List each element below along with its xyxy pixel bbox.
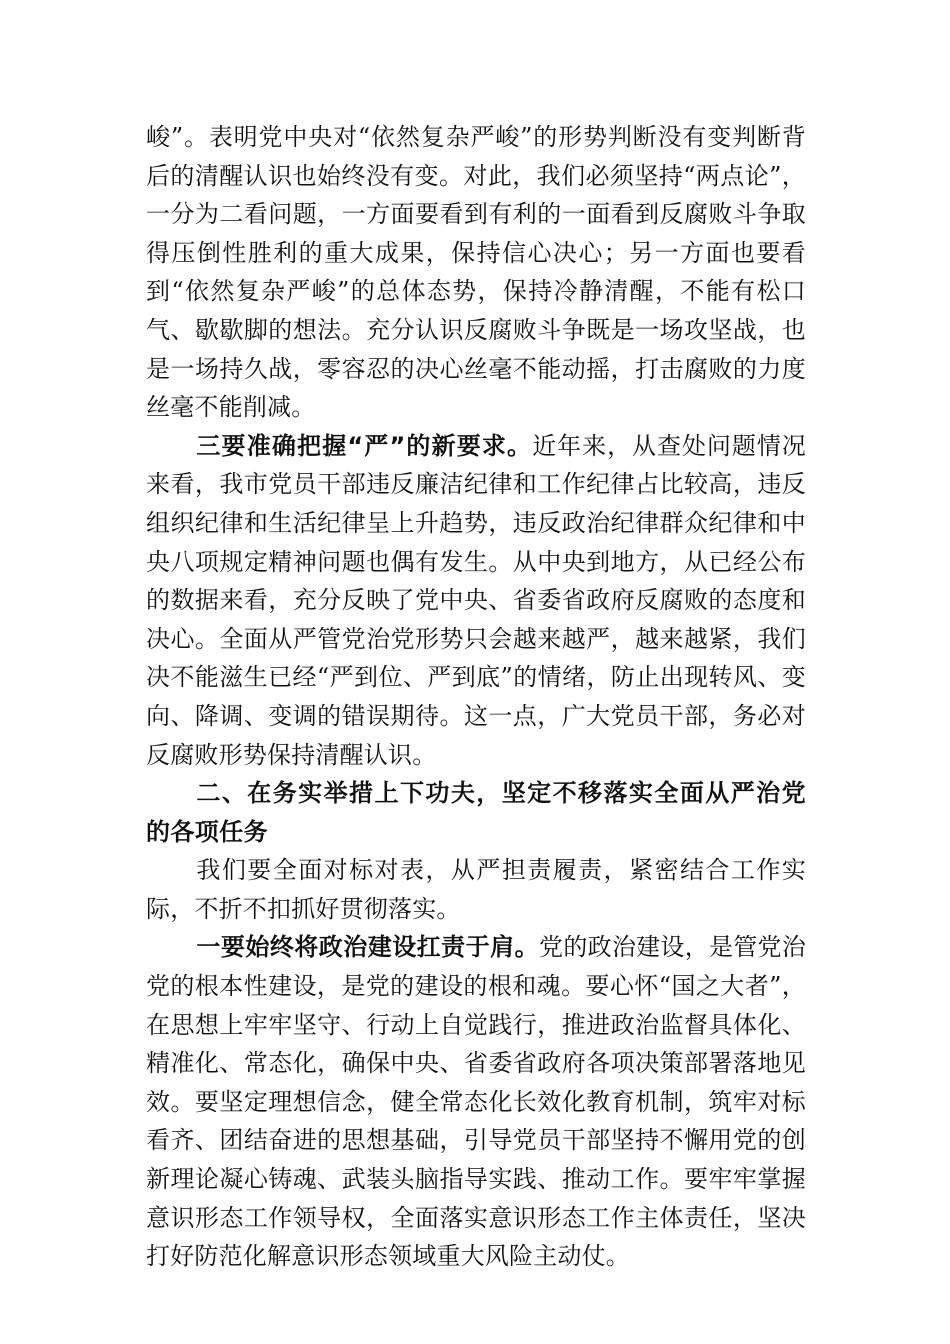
paragraph-2-lead: 三要准确把握“严”的新要求。 bbox=[196, 431, 533, 460]
paragraph-1-text: 峻”。表明党中央对“依然复杂严峻”的形势判断没有变判断背后的清醒认识也始终没有变。对此，我们必须坚持“两点论”，一分为二看问题，一方面要看到有利的一面看到反腐败斗争取得压倒性胜利的重大成果，保持信心决心；另一方面也要看到“依然复杂严峻”的总体态势，保持冷静清醒，不能有松口气、歇歇脚的想法。充分认识反腐败斗争既是一场攻坚战，也是一场持久战，零容忍的决心丝毫不能动摇，打击腐败的力度丝毫不能削减。 bbox=[146, 123, 806, 422]
paragraph-2-text: 近年来，从查处问题情况来看，我市党员干部违反廉洁纪律和工作纪律占比较高，违反组织纪律和生活纪律呈上升趋势，违反政治纪律群众纪律和中央八项规定精神问题也偶有发生。从中央到地方，从已经公布的数据来看，充分反映了党中央、省委省政府反腐败的态度和决心。全面从严管党治党形势只会越来越严，越来越紧，我们决不能滋生已经“严到位、严到底”的情绪，防止出现转风、变向、降调、变调的错误期待。这一点，广大党员干部，务必对反腐败形势保持清醒认识。 bbox=[146, 431, 806, 769]
section-heading-2: 二、在务实举措上下功夫，坚定不移落实全面从严治党的各项任务 bbox=[146, 779, 806, 846]
paragraph-2 bbox=[146, 427, 806, 774]
paragraph-1 bbox=[146, 118, 806, 427]
paragraph-4-lead: 一要始终将政治建设扛责于肩。 bbox=[196, 933, 540, 962]
paragraph-3-text: 我们要全面对标对表，从严担责履责，紧密结合工作实际，不折不扣抓好贯彻落实。 bbox=[146, 856, 806, 923]
document-body bbox=[146, 118, 806, 1276]
paragraph-4 bbox=[146, 928, 806, 1275]
paragraph-3 bbox=[146, 851, 806, 928]
paragraph-4-text: 党的政治建设，是管党治党的根本性建设，是党的建设的根和魂。要心怀“国之大者”，在思想上牢牢坚守、行动上自觉践行，推进政治监督具体化、精准化、常态化，确保中央、省委省政府各项决策部署落地见效。要坚定理想信念，健全常态化长效化教育机制，筑牢对标看齐、团结奋进的思想基础，引导党员干部坚持不懈用党的创新理论凝心铸魂、武装头脑指导实践、推动工作。要牢牢掌握意识形态工作领导权，全面落实意识形态工作主体责任，坚决打好防范化解意识形态领域重大风险主动仗。 bbox=[146, 933, 806, 1271]
